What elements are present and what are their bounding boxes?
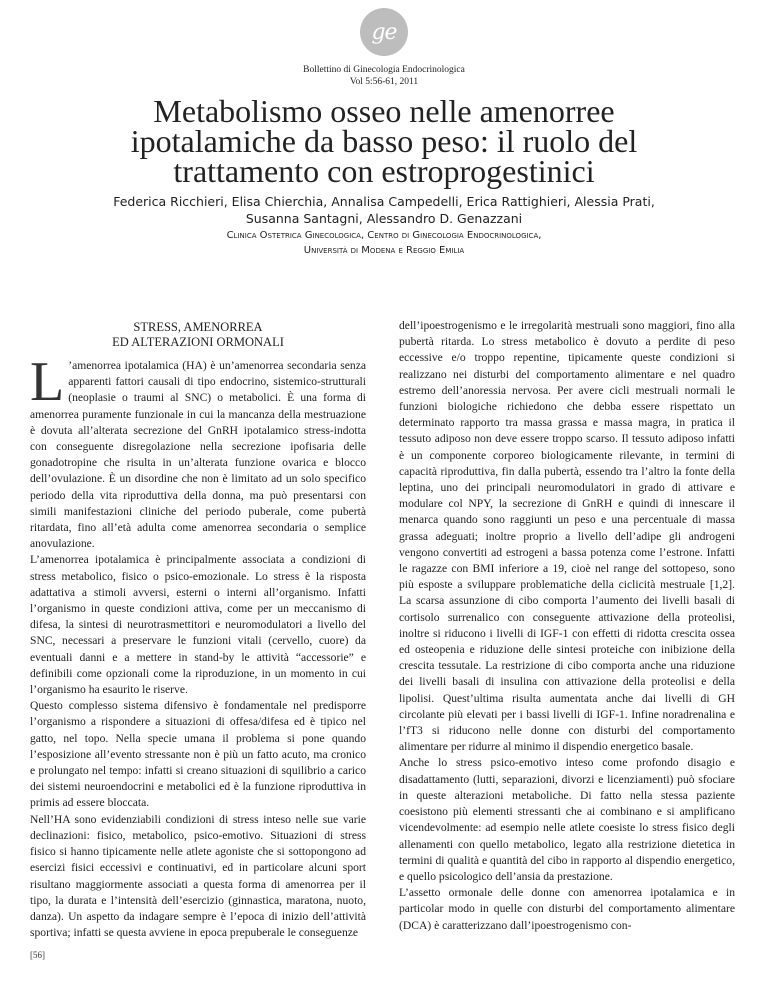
author-list: Federica Ricchieri, Elisa Chierchia, Annalisa Campedelli, Erica Rattighieri, Alessia Prati, Susanna Santagni, Alessandro D. Genazzani bbox=[113, 194, 655, 226]
paragraph: Questo complesso sistema difensivo è fondamentale nel predisporre l’organismo a rispondere a situazioni di offesa/difesa ed è tipico nel gatto, nel topo. Nella specie umana il problema si pone quando l’esposizione all’evento stressante non è più un fatto acuto, ma cronico e prolungato nel tempo: infatti si creano situazioni di squilibrio a carico dei sistemi neuroendocrini e metabolici ed è la funzione riproduttiva in primis ad essere bloccata. bbox=[30, 699, 366, 810]
affiliation bbox=[100, 228, 668, 258]
article-title: Metabolismo osseo nelle amenorree ipotalamiche da basso peso: il ruolo del trattamento con estroprogestinici bbox=[130, 93, 638, 189]
journal-logo bbox=[360, 8, 408, 56]
paragraph-text: ’amenorrea ipotalamica (HA) è un’amenorrea secondaria senza apparenti fattori causali di tipo endocrino, sistemico-strutturali (neoplasie o traumi al SNC) o metabolici. È una forma di amenorrea puramente funzionale in cui la mancanza della mestruazione è dovuta all’alterata secrezione del GnRH ipotalamico stress-indotta con conseguente disregolazione nella secrezione ipofisaria delle gonadotropine che risulta in un’alterata funzione ovarica e blocco dell’ovulazione. È un disordine che non è limitato ad un solo specifico periodo della vita riproduttiva della donna, ma può presentarsi con simili manifestazioni cliniche del periodo puberale, come pubertà ritardata, fino all’età adulta come amenorrea secondaria o semplice anovulazione. bbox=[30, 359, 366, 551]
affiliation-line-2: Università di Modena e Reggio Emilia bbox=[303, 245, 465, 256]
drop-cap: L bbox=[30, 351, 65, 413]
page-number: [56] bbox=[30, 950, 45, 960]
logo-text: ge bbox=[371, 19, 397, 45]
paragraph: L’assetto ormonale delle donne con amenorrea ipotalamica e in particolar modo in quelle con disturbi del comportamento alimentare (DCA) è caratterizzano dall’ipoestrogenismo con- bbox=[399, 886, 735, 932]
section-heading-line-1: STRESS, AMENORREA bbox=[133, 320, 263, 334]
paragraph: Anche lo stress psico-emotivo inteso come profondo disagio e disadattamento (lutti, separazioni, divorzi e licenziamenti) può sfociare in queste alterazioni metaboliche. Di fatto nella stessa paziente coesistono più elementi stressanti che ai combinano e si amplificano vicendevolmente: ad esempio nelle atlete coesiste lo stress fisico degli allenamenti con quello metabolico, legato alla restrizione dietetica in termini di qualità e quantità del cibo in rapporto al dispendio energetico, e quello psicologico dell’ansia da prestazione. bbox=[399, 756, 735, 883]
section-heading-line-2: ED ALTERAZIONI ORMONALI bbox=[112, 335, 284, 349]
right-column bbox=[399, 318, 735, 934]
affiliation-line-1: Clinica Ostetrica Ginecologica, Centro di Ginecologia Endocrinologica, bbox=[226, 230, 542, 241]
journal-name: Bollettino di Ginecologia Endocrinologica bbox=[303, 65, 465, 75]
paragraph bbox=[30, 351, 366, 552]
journal-volume: Vol 5:56-61, 2011 bbox=[349, 77, 419, 87]
left-column bbox=[30, 318, 366, 941]
paragraph: L’amenorrea ipotalamica è principalmente associata a condizioni di stress metabolico, fisico o psico-emozionale. Lo stress è la risposta adattativa a stimoli avversi, esterni o interni all’organismo. Infatti l’organismo in queste condizioni attiva, come per un meccanismo di difesa, la sintesi di neurotrasmettitori e neuromodulatori a livello del SNC, necessari a preservare le funzioni vitali (cervello, cuore) da eventuali danni e a mettere in stand-by le attività “accessorie” e definibili come opzionali come la riproduzione, in un momento in cui l’organismo ha esaurito le riserve. bbox=[30, 553, 366, 697]
paragraph: dell’ipoestrogenismo e le irregolarità mestruali sono maggiori, fino alla pubertà ritarda. Lo stress metabolico è dovuto a perdite di peso eccessive e/o troppo repentine, tipicamente queste condizioni si realizzano nei disturbi del comportamento alimentare e nel quadro estremo dell’anoressia nervosa. Per avere cicli mestruali normali le funzioni biologiche richiedono che debba essere rispettato un determinato rapporto tra massa grassa e massa magra, in pratica il tessuto adiposo non deve essere troppo scarso. Il tessuto adiposo infatti è un componente corporeo biologicamente rilevante, in termini di capacità riproduttiva, fin dalla pubertà, essendo tra l’altro la fonte della leptina, uno dei principali neuromodulatori in grado di attivare e modulare col NPY, la secrezione di GnRH e quindi di innescare il menarca quando sono raggiunti un peso e una percentuale di massa grassa adeguati; inoltre proprio a livello dell’adipe gli androgeni vengono convertiti ad estrogeni a bassa potenza come l’estrone. Infatti le ragazze con BMI inferiore a 19, cioè nel range del sottopeso, sono più esposte a sviluppare problematiche della ciclicità mestruale [1,2]. La scarsa assunzione di cibo comporta l’aumento dei livelli basali di cortisolo surrenalico con conseguente attivazione della proteolisi, inoltre si riducono i livelli di IGF-1 con effetti di ridotta crescita ossea ed osteopenia e riduzione delle sintesi proteiche con inibizione della crescita tessutale. La restrizione di cibo comporta anche una riduzione dei livelli basali di insulina con attivazione della proteolisi e della lipolisi. Quest’ultima risulta aumentata anche dai livelli di GH circolante più elevati per i bassi livelli di IGF-1. Infine noradrenalina e l’fT3 si riducono nelle donne con disturbi del comportamento alimentare per ridurre al minimo il dispendio energetico basale. bbox=[399, 319, 735, 754]
section-heading bbox=[30, 318, 366, 350]
paragraph: Nell’HA sono evidenziabili condizioni di stress inteso nelle sue varie declinazioni: fisico, metabolico, psico-emotivo. Situazioni di stress fisico si hanno tipicamente nelle atlete agoniste che si sottopongono ad esercizi fisici eccessivi e continuativi, ed in particolare alcuni sport risultano maggiormente associati a questa forma di amenorrea per il tipo, la durata e l’intensità dell’esercizio (ginnastica, maratona, nuoto, danza). Un aspetto da indagare sempre è l’epoca di inizio dell’attività sportiva; infatti se questa avviene in epoca prepuberale le conseguenze bbox=[30, 812, 366, 940]
